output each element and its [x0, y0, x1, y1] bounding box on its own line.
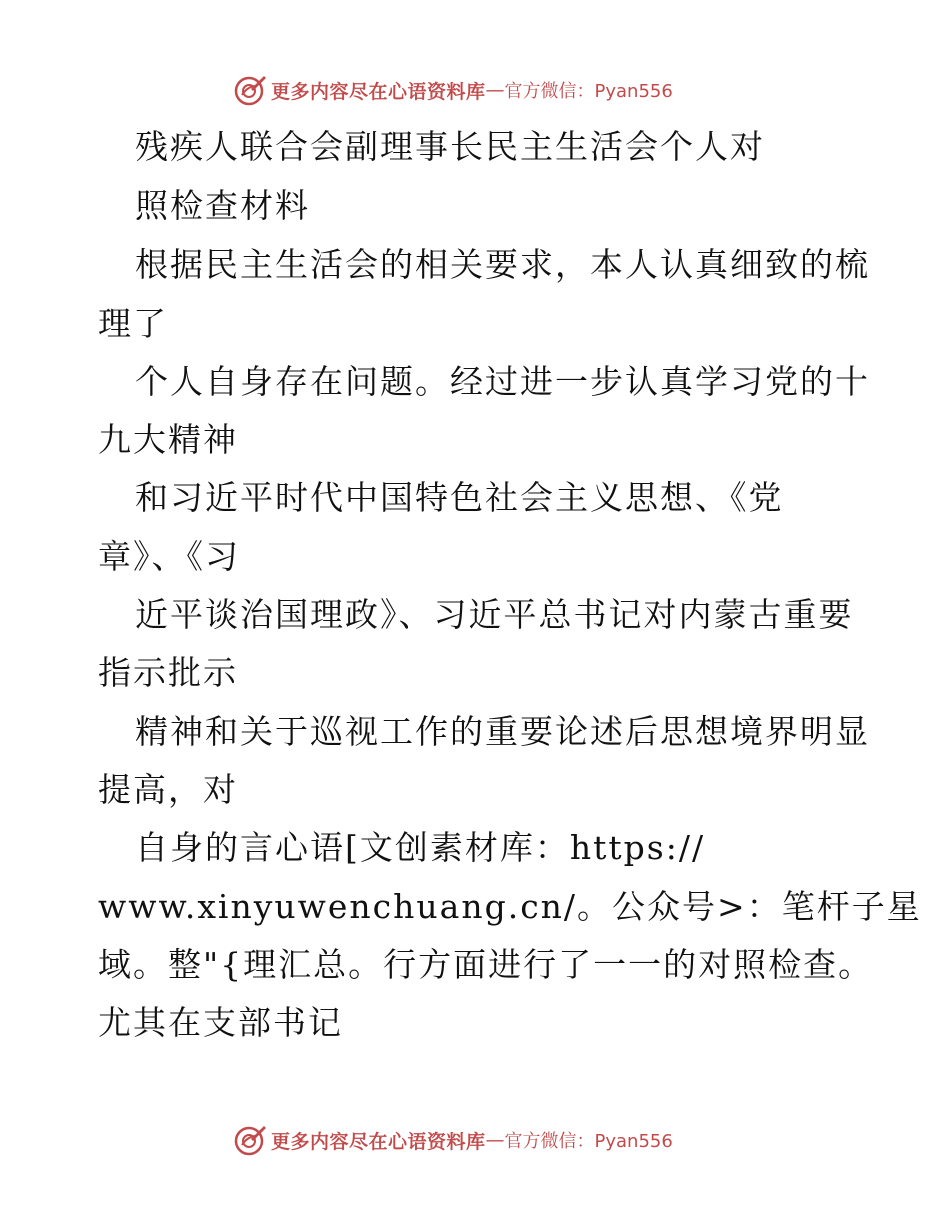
header-site-text: 更多内容尽在心语资料库 [271, 80, 486, 103]
body-line: 指示批示 [98, 653, 238, 692]
body-line: 章》、《习 [98, 537, 240, 576]
body-line: 域。整"{理汇总。行方面进行了一一的对照检查。 [98, 945, 874, 984]
body-line: 近平谈治国理政》、习近平总书记对内蒙古重要 [135, 595, 854, 634]
body-line: 残疾人联合会副理事长民主生活会个人对 [135, 127, 765, 166]
footer-separator: — [485, 1129, 505, 1151]
header-separator: — [485, 79, 505, 101]
body-line: 和习近平时代中国特色社会主义思想、《党 [135, 478, 784, 517]
pen-logo-icon [233, 73, 267, 107]
footer-site-text: 更多内容尽在心语资料库 [271, 1130, 486, 1153]
body-line: 自身的言心语[文创素材库：https:// [135, 828, 706, 867]
body-line: 理了 [98, 304, 168, 343]
body-line: 精神和关于巡视工作的重要论述后思想境界明显 [135, 712, 870, 751]
header-wechat-text: 官方微信：Pyan556 [504, 81, 673, 102]
body-line: 根据民主生活会的相关要求，本人认真细致的梳 [135, 245, 870, 284]
body-line: www.xinyuwenchuang.cn/。公众号>：笔杆子星 [98, 887, 922, 926]
body-line: 提高，对 [98, 770, 238, 809]
pen-logo-icon [233, 1123, 267, 1157]
body-line: 照检查材料 [135, 186, 310, 225]
body-line: 尤其在支部书记 [98, 1003, 343, 1042]
body-line: 九大精神 [98, 420, 238, 459]
footer-watermark-banner [233, 1120, 673, 1160]
body-line: 个人自身存在问题。经过进一步认真学习党的十 [135, 362, 870, 401]
footer-wechat-text: 官方微信：Pyan556 [504, 1131, 673, 1152]
header-watermark-banner [233, 70, 673, 110]
